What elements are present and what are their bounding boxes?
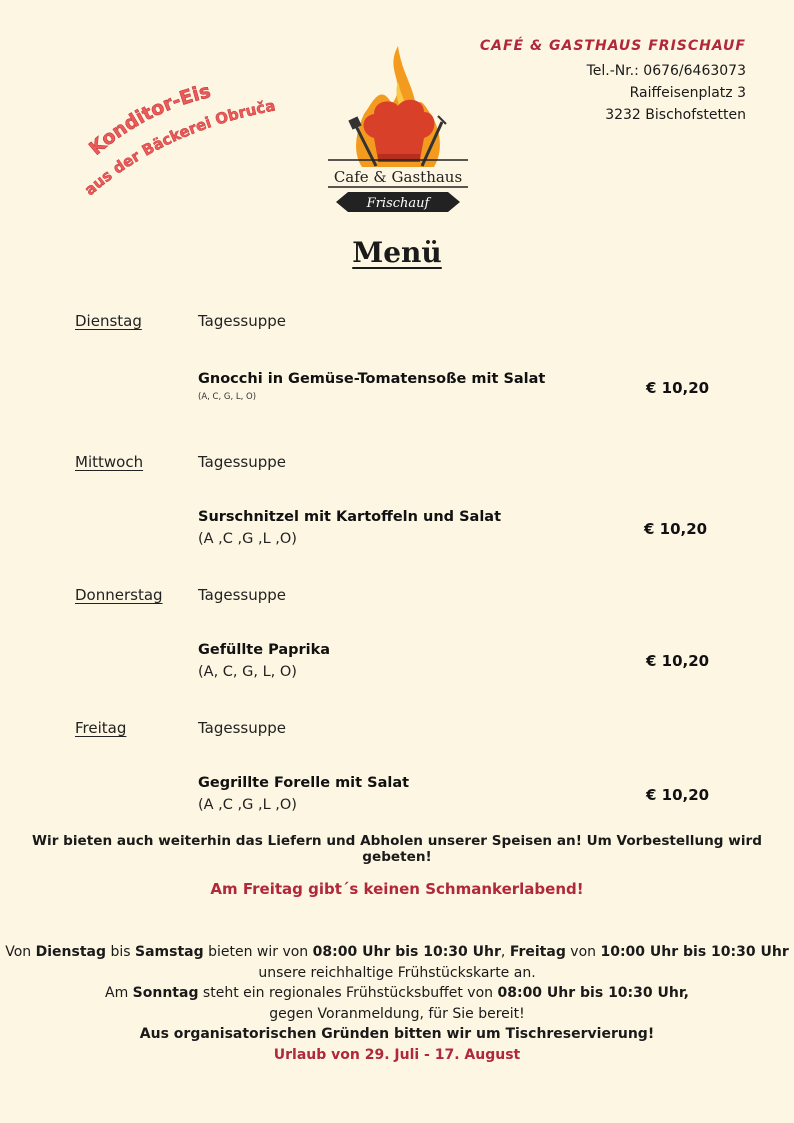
dish-allergens: (A ,C ,G ,L ,O) [198, 531, 297, 547]
stamp-line-1: Konditor-Eis [85, 80, 213, 160]
dish-allergens: (A ,C ,G ,L ,O) [198, 797, 297, 813]
dish-allergens: (A, C, G, L, O) [198, 392, 257, 402]
konditor-eis-stamp [78, 78, 308, 208]
dish-price: € 10,20 [646, 652, 710, 670]
day-label: Freitag [75, 719, 127, 737]
soup-label: Tagessuppe [198, 586, 287, 604]
delivery-notice: Wir bieten auch weiterhin das Liefern und Abholen unserer Speisen an! Um Vorbestellung wird gebeten! [32, 833, 762, 865]
info-line-4: gegen Voranmeldung, für Sie bereit! [269, 1005, 525, 1022]
dish-name: Gnocchi in Gemüse-Tomatensoße mit Salat [198, 371, 546, 387]
vacation-notice: Urlaub von 29. Juli - 17. August [273, 1046, 521, 1063]
day-label: Dienstag [75, 312, 142, 330]
dish-price: € 10,20 [646, 379, 710, 397]
dish-name: Gegrillte Forelle mit Salat [198, 775, 410, 791]
logo-text-line-1: Cafe & Gasthaus [333, 168, 463, 186]
day-label: Donnerstag [75, 586, 163, 604]
dish-price: € 10,20 [646, 786, 710, 804]
friday-notice: Am Freitag gibt´s keinen Schmankerlabend! [210, 880, 584, 898]
info-line-3: Am Sonntag steht ein regionales Frühstücksbuffet von 08:00 Uhr bis 10:30 Uhr, [105, 985, 689, 1001]
dish-name: Surschnitzel mit Kartoffeln und Salat [198, 509, 502, 525]
stamp-line-2: aus der Bäckerei Obruča [80, 96, 277, 200]
info-line-2: unsere reichhaltige Frühstückskarte an. [258, 964, 536, 981]
reservation-notice: Aus organisatorischen Gründen bitten wir um Tischreservierung! [139, 1026, 655, 1042]
cafe-logo [322, 42, 474, 214]
page-title: Menü [352, 236, 442, 269]
cafe-name: CAFÉ & GASTHAUS FRISCHAUF [479, 38, 746, 54]
logo-text-line-2: Frischauf [366, 196, 430, 211]
city-address: 3232 Bischofstetten [605, 107, 746, 123]
dish-name: Gefüllte Paprika [198, 642, 331, 658]
info-line-1: Von Dienstag bis Samstag bieten wir von 08:00 Uhr bis 10:30 Uhr, Freitag von 10:00 Uhr bis 10:30 Uhr [5, 944, 789, 960]
day-label: Mittwoch [75, 453, 144, 471]
dish-allergens: (A, C, G, L, O) [198, 664, 297, 680]
dish-price: € 10,20 [644, 520, 708, 538]
soup-label: Tagessuppe [198, 719, 287, 737]
street-address: Raiffeisenplatz 3 [629, 85, 746, 101]
address-block [480, 38, 746, 126]
opening-info [0, 942, 794, 1065]
phone-number: Tel.-Nr.: 0676/6463073 [586, 63, 746, 79]
soup-label: Tagessuppe [198, 312, 287, 330]
soup-label: Tagessuppe [198, 453, 287, 471]
